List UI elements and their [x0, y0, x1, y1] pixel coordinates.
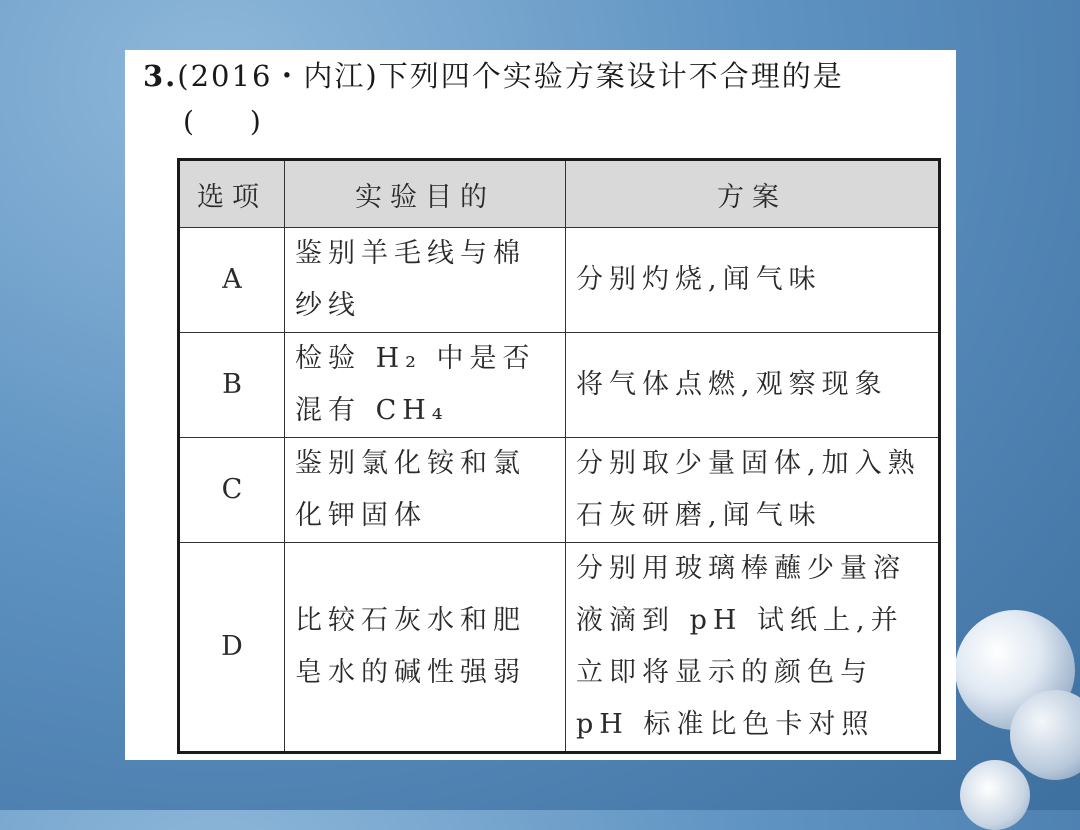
plan-cell: 将气体点燃,观察现象	[566, 333, 940, 438]
table-row	[179, 543, 940, 753]
table-row	[179, 228, 940, 333]
purpose-cell: 鉴别氯化铵和氯化钾固体	[285, 438, 566, 543]
experiment-table	[177, 158, 941, 754]
purpose-cell: 鉴别羊毛线与棉纱线	[285, 228, 566, 333]
answer-blank: ( )	[183, 105, 261, 138]
header-option: 选项	[179, 160, 285, 228]
option-cell: D	[179, 543, 285, 753]
option-cell: B	[179, 333, 285, 438]
plan-cell: 分别灼烧,闻气味	[566, 228, 940, 333]
header-purpose: 实验目的	[285, 160, 566, 228]
question-text: (2016・内江)下列四个实验方案设计不合理的是	[177, 59, 844, 93]
table-header-row	[179, 160, 940, 228]
header-plan: 方案	[566, 160, 940, 228]
plan-cell: 分别取少量固体,加入熟石灰研磨,闻气味	[566, 438, 940, 543]
option-cell: C	[179, 438, 285, 543]
question-stem	[143, 54, 948, 98]
table-row	[179, 438, 940, 543]
plan-cell: 分别用玻璃棒蘸少量溶液滴到 pH 试纸上,并立即将显示的颜色与 pH 标准比色卡对照	[566, 543, 940, 753]
decorative-sphere	[960, 760, 1030, 830]
table-row	[179, 333, 940, 438]
purpose-cell: 比较石灰水和肥皂水的碱性强弱	[285, 543, 566, 753]
question-number: 3.	[143, 59, 178, 93]
question-panel	[125, 50, 956, 760]
option-cell: A	[179, 228, 285, 333]
purpose-cell: 检验 H₂ 中是否混有 CH₄	[285, 333, 566, 438]
